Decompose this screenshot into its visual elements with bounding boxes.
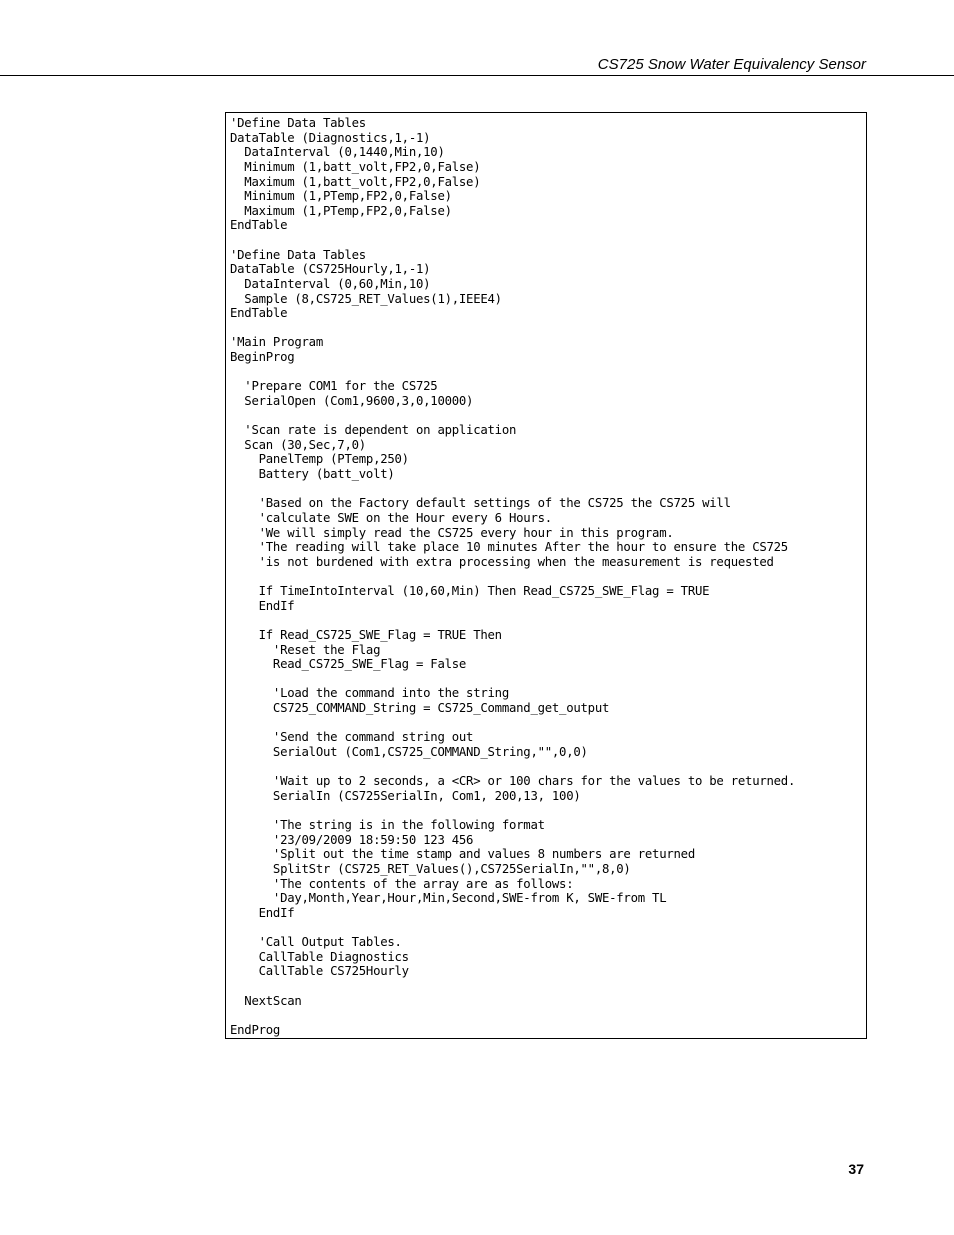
code-line: EndIf <box>230 905 295 920</box>
code-line: DataTable (Diagnostics,1,-1) <box>230 130 431 145</box>
code-line: 'calculate SWE on the Hour every 6 Hours. <box>230 510 552 525</box>
code-line: Maximum (1,PTemp,FP2,0,False) <box>230 203 452 218</box>
code-line: If Read_CS725_SWE_Flag = TRUE Then <box>230 627 502 642</box>
code-line: CS725_COMMAND_String = CS725_Command_get_output <box>230 701 610 715</box>
code-line: SerialOpen (Com1,9600,3,0,10000) <box>230 393 474 408</box>
code-line: 'Wait up to 2 seconds, a <CR> or 100 chars for the values to be returned. <box>230 774 796 789</box>
code-line: 'is not burdened with extra processing when the measurement is requested <box>230 554 774 569</box>
code-line: 'Load the command into the string <box>230 686 509 701</box>
code-line: CallTable Diagnostics <box>230 949 409 964</box>
code-line: 'Prepare COM1 for the CS725 <box>230 379 438 394</box>
code-line: EndTable <box>230 218 288 233</box>
code-listing-box <box>225 112 867 1039</box>
code-line: EndProg <box>230 1022 281 1037</box>
code-line: DataInterval (0,60,Min,10) <box>230 276 431 291</box>
code-line: SerialIn (CS725SerialIn, Com1, 200,13, 100) <box>230 788 581 803</box>
code-line: 'Reset the Flag <box>230 642 381 657</box>
code-line: If TimeIntoInterval (10,60,Min) Then Read_CS725_SWE_Flag = TRUE <box>230 584 710 598</box>
code-line: NextScan <box>230 993 302 1008</box>
code-line: 'We will simply read the CS725 every hour in this program. <box>230 525 674 540</box>
code-line: 'Split out the time stamp and values 8 numbers are returned <box>230 847 695 862</box>
page-header-title: CS725 Snow Water Equivalency Sensor <box>597 56 866 73</box>
code-line: 'The reading will take place 10 minutes After the hour to ensure the CS725 <box>230 540 788 555</box>
code-line: Scan (30,Sec,7,0) <box>230 437 366 452</box>
code-line: '23/09/2009 18:59:50 123 456 <box>230 832 474 847</box>
header-divider <box>0 75 954 76</box>
code-line: BeginProg <box>230 350 295 364</box>
code-line: SerialOut (Com1,CS725_COMMAND_String,"",0,0) <box>230 744 588 759</box>
code-line: Maximum (1,batt_volt,FP2,0,False) <box>230 174 481 189</box>
code-line: DataInterval (0,1440,Min,10) <box>230 145 445 160</box>
code-line: Read_CS725_SWE_Flag = False <box>230 657 467 672</box>
page-number: 37 <box>848 1161 864 1177</box>
code-line: SplitStr (CS725_RET_Values(),CS725SerialIn,"",8,0) <box>230 861 631 876</box>
code-line: Battery (batt_volt) <box>230 467 395 481</box>
code-line: 'The string is in the following format <box>230 818 545 832</box>
code-line: CallTable CS725Hourly <box>230 964 409 979</box>
code-line: 'Define Data Tables <box>230 247 366 262</box>
code-line: 'Define Data Tables <box>230 116 366 130</box>
code-line: Minimum (1,PTemp,FP2,0,False) <box>230 189 452 204</box>
code-line: EndIf <box>230 598 295 613</box>
code-line: 'Main Program <box>230 335 323 350</box>
code-line: 'Send the command string out <box>230 730 474 745</box>
code-line: Sample (8,CS725_RET_Values(1),IEEE4) <box>230 291 502 306</box>
code-line: Minimum (1,batt_volt,FP2,0,False) <box>230 159 481 174</box>
code-line: PanelTemp (PTemp,250) <box>230 452 409 467</box>
code-line: 'Call Output Tables. <box>230 935 402 949</box>
code-line: 'Day,Month,Year,Hour,Min,Second,SWE-from K, SWE-from TL <box>230 891 667 906</box>
code-listing <box>226 113 866 1037</box>
code-line: DataTable (CS725Hourly,1,-1) <box>230 262 431 277</box>
code-line: 'Scan rate is dependent on application <box>230 423 517 438</box>
code-line: EndTable <box>230 306 288 321</box>
code-line: 'The contents of the array are as follows: <box>230 876 574 891</box>
code-line: 'Based on the Factory default settings of the CS725 the CS725 will <box>230 496 731 511</box>
